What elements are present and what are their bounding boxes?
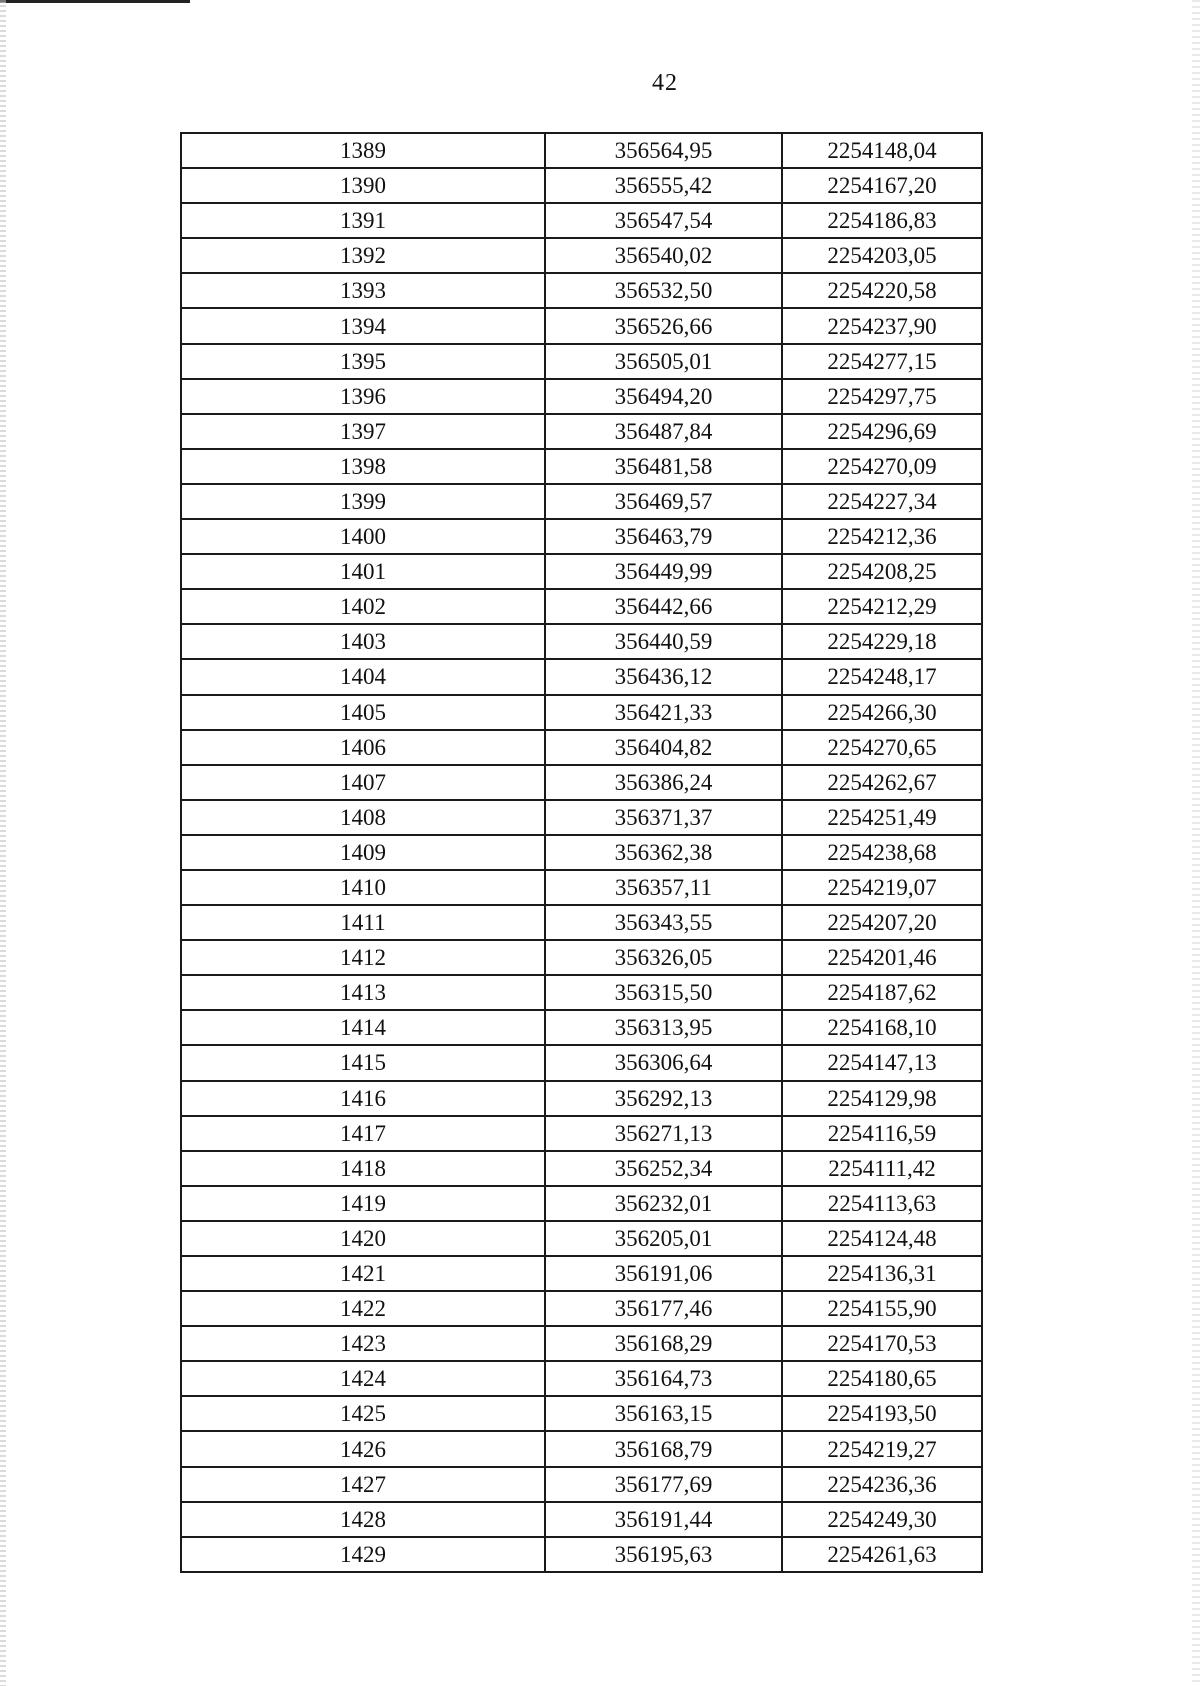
x-coordinate-cell: 356232,01 [545, 1186, 782, 1221]
x-coordinate-cell: 356421,33 [545, 695, 782, 730]
y-coordinate-cell: 2254229,18 [782, 624, 982, 659]
x-coordinate-cell: 356481,58 [545, 449, 782, 484]
y-coordinate-cell: 2254270,65 [782, 730, 982, 765]
point-number-cell: 1405 [181, 695, 545, 730]
y-coordinate-cell: 2254219,27 [782, 1431, 982, 1466]
point-number-cell: 1410 [181, 870, 545, 905]
table-row [181, 730, 982, 765]
x-coordinate-cell: 356449,99 [545, 554, 782, 589]
point-number-cell: 1392 [181, 238, 545, 273]
x-coordinate-cell: 356526,66 [545, 308, 782, 343]
table-row [181, 659, 982, 694]
y-coordinate-cell: 2254111,42 [782, 1151, 982, 1186]
x-coordinate-cell: 356168,29 [545, 1326, 782, 1361]
point-number-cell: 1398 [181, 449, 545, 484]
point-number-cell: 1421 [181, 1256, 545, 1291]
x-coordinate-cell: 356164,73 [545, 1361, 782, 1396]
x-coordinate-cell: 356357,11 [545, 870, 782, 905]
y-coordinate-cell: 2254113,63 [782, 1186, 982, 1221]
point-number-cell: 1412 [181, 940, 545, 975]
table-row [181, 695, 982, 730]
table-row [181, 308, 982, 343]
table-row [181, 1045, 982, 1080]
x-coordinate-cell: 356205,01 [545, 1221, 782, 1256]
point-number-cell: 1395 [181, 344, 545, 379]
point-number-cell: 1417 [181, 1116, 545, 1151]
y-coordinate-cell: 2254167,20 [782, 168, 982, 203]
x-coordinate-cell: 356564,95 [545, 133, 782, 168]
y-coordinate-cell: 2254180,65 [782, 1361, 982, 1396]
point-number-cell: 1397 [181, 414, 545, 449]
table-row [181, 1467, 982, 1502]
y-coordinate-cell: 2254236,36 [782, 1467, 982, 1502]
table-row [181, 940, 982, 975]
y-coordinate-cell: 2254237,90 [782, 308, 982, 343]
y-coordinate-cell: 2254203,05 [782, 238, 982, 273]
page-number: 42 [652, 70, 678, 96]
scan-artifact-line [0, 0, 190, 3]
table-row [181, 800, 982, 835]
table-row [181, 1537, 982, 1572]
table-row [181, 484, 982, 519]
x-coordinate-cell: 356252,34 [545, 1151, 782, 1186]
y-coordinate-cell: 2254238,68 [782, 835, 982, 870]
x-coordinate-cell: 356313,95 [545, 1010, 782, 1045]
point-number-cell: 1408 [181, 800, 545, 835]
x-coordinate-cell: 356469,57 [545, 484, 782, 519]
x-coordinate-cell: 356463,79 [545, 519, 782, 554]
point-number-cell: 1394 [181, 308, 545, 343]
y-coordinate-cell: 2254207,20 [782, 905, 982, 940]
x-coordinate-cell: 356371,37 [545, 800, 782, 835]
table-row [181, 414, 982, 449]
coordinates-table-body [181, 133, 982, 1572]
table-row [181, 1151, 982, 1186]
table-row [181, 1081, 982, 1116]
table-row [181, 975, 982, 1010]
x-coordinate-cell: 356168,79 [545, 1431, 782, 1466]
table-row [181, 1431, 982, 1466]
point-number-cell: 1396 [181, 379, 545, 414]
point-number-cell: 1423 [181, 1326, 545, 1361]
y-coordinate-cell: 2254170,53 [782, 1326, 982, 1361]
x-coordinate-cell: 356191,06 [545, 1256, 782, 1291]
y-coordinate-cell: 2254219,07 [782, 870, 982, 905]
x-coordinate-cell: 356271,13 [545, 1116, 782, 1151]
table-row [181, 1326, 982, 1361]
y-coordinate-cell: 2254124,48 [782, 1221, 982, 1256]
x-coordinate-cell: 356386,24 [545, 765, 782, 800]
y-coordinate-cell: 2254168,10 [782, 1010, 982, 1045]
x-coordinate-cell: 356540,02 [545, 238, 782, 273]
point-number-cell: 1427 [181, 1467, 545, 1502]
y-coordinate-cell: 2254147,13 [782, 1045, 982, 1080]
y-coordinate-cell: 2254212,29 [782, 589, 982, 624]
y-coordinate-cell: 2254136,31 [782, 1256, 982, 1291]
y-coordinate-cell: 2254208,25 [782, 554, 982, 589]
y-coordinate-cell: 2254297,75 [782, 379, 982, 414]
table-row [181, 870, 982, 905]
y-coordinate-cell: 2254266,30 [782, 695, 982, 730]
point-number-cell: 1399 [181, 484, 545, 519]
x-coordinate-cell: 356487,84 [545, 414, 782, 449]
point-number-cell: 1393 [181, 273, 545, 308]
point-number-cell: 1425 [181, 1396, 545, 1431]
x-coordinate-cell: 356191,44 [545, 1502, 782, 1537]
point-number-cell: 1391 [181, 203, 545, 238]
table-row [181, 1502, 982, 1537]
point-number-cell: 1413 [181, 975, 545, 1010]
y-coordinate-cell: 2254116,59 [782, 1116, 982, 1151]
point-number-cell: 1419 [181, 1186, 545, 1221]
point-number-cell: 1404 [181, 659, 545, 694]
table-row [181, 238, 982, 273]
x-coordinate-cell: 356315,50 [545, 975, 782, 1010]
x-coordinate-cell: 356362,38 [545, 835, 782, 870]
table-row [181, 1396, 982, 1431]
y-coordinate-cell: 2254148,04 [782, 133, 982, 168]
x-coordinate-cell: 356436,12 [545, 659, 782, 694]
x-coordinate-cell: 356177,46 [545, 1291, 782, 1326]
x-coordinate-cell: 356195,63 [545, 1537, 782, 1572]
table-row [181, 203, 982, 238]
coordinates-table [180, 132, 983, 1573]
point-number-cell: 1422 [181, 1291, 545, 1326]
x-coordinate-cell: 356532,50 [545, 273, 782, 308]
y-coordinate-cell: 2254227,34 [782, 484, 982, 519]
point-number-cell: 1424 [181, 1361, 545, 1396]
x-coordinate-cell: 356343,55 [545, 905, 782, 940]
y-coordinate-cell: 2254201,46 [782, 940, 982, 975]
x-coordinate-cell: 356292,13 [545, 1081, 782, 1116]
x-coordinate-cell: 356163,15 [545, 1396, 782, 1431]
table-row [181, 1256, 982, 1291]
x-coordinate-cell: 356326,05 [545, 940, 782, 975]
point-number-cell: 1407 [181, 765, 545, 800]
table-row [181, 554, 982, 589]
table-row [181, 905, 982, 940]
table-row [181, 1116, 982, 1151]
point-number-cell: 1411 [181, 905, 545, 940]
x-coordinate-cell: 356555,42 [545, 168, 782, 203]
y-coordinate-cell: 2254220,58 [782, 273, 982, 308]
table-row [181, 1221, 982, 1256]
point-number-cell: 1428 [181, 1502, 545, 1537]
point-number-cell: 1401 [181, 554, 545, 589]
point-number-cell: 1400 [181, 519, 545, 554]
table-row [181, 379, 982, 414]
table-row [181, 449, 982, 484]
table-row [181, 344, 982, 379]
y-coordinate-cell: 2254296,69 [782, 414, 982, 449]
y-coordinate-cell: 2254277,15 [782, 344, 982, 379]
x-coordinate-cell: 356494,20 [545, 379, 782, 414]
point-number-cell: 1415 [181, 1045, 545, 1080]
point-number-cell: 1420 [181, 1221, 545, 1256]
scan-edge-right [1192, 0, 1200, 1686]
table-row [181, 168, 982, 203]
table-row [181, 273, 982, 308]
y-coordinate-cell: 2254248,17 [782, 659, 982, 694]
table-row [181, 589, 982, 624]
y-coordinate-cell: 2254193,50 [782, 1396, 982, 1431]
x-coordinate-cell: 356177,69 [545, 1467, 782, 1502]
table-row [181, 1291, 982, 1326]
x-coordinate-cell: 356442,66 [545, 589, 782, 624]
point-number-cell: 1406 [181, 730, 545, 765]
y-coordinate-cell: 2254187,62 [782, 975, 982, 1010]
table-row [181, 519, 982, 554]
point-number-cell: 1418 [181, 1151, 545, 1186]
point-number-cell: 1414 [181, 1010, 545, 1045]
point-number-cell: 1390 [181, 168, 545, 203]
y-coordinate-cell: 2254249,30 [782, 1502, 982, 1537]
y-coordinate-cell: 2254212,36 [782, 519, 982, 554]
table-row [181, 1361, 982, 1396]
x-coordinate-cell: 356440,59 [545, 624, 782, 659]
y-coordinate-cell: 2254251,49 [782, 800, 982, 835]
table-row [181, 624, 982, 659]
point-number-cell: 1429 [181, 1537, 545, 1572]
table-row [181, 1010, 982, 1045]
point-number-cell: 1426 [181, 1431, 545, 1466]
x-coordinate-cell: 356547,54 [545, 203, 782, 238]
table-row [181, 1186, 982, 1221]
point-number-cell: 1416 [181, 1081, 545, 1116]
y-coordinate-cell: 2254186,83 [782, 203, 982, 238]
table-row [181, 835, 982, 870]
scan-edge-left [0, 0, 6, 1686]
y-coordinate-cell: 2254129,98 [782, 1081, 982, 1116]
y-coordinate-cell: 2254262,67 [782, 765, 982, 800]
y-coordinate-cell: 2254270,09 [782, 449, 982, 484]
point-number-cell: 1389 [181, 133, 545, 168]
x-coordinate-cell: 356404,82 [545, 730, 782, 765]
y-coordinate-cell: 2254155,90 [782, 1291, 982, 1326]
point-number-cell: 1403 [181, 624, 545, 659]
x-coordinate-cell: 356306,64 [545, 1045, 782, 1080]
x-coordinate-cell: 356505,01 [545, 344, 782, 379]
table-row [181, 133, 982, 168]
y-coordinate-cell: 2254261,63 [782, 1537, 982, 1572]
point-number-cell: 1409 [181, 835, 545, 870]
table-row [181, 765, 982, 800]
point-number-cell: 1402 [181, 589, 545, 624]
